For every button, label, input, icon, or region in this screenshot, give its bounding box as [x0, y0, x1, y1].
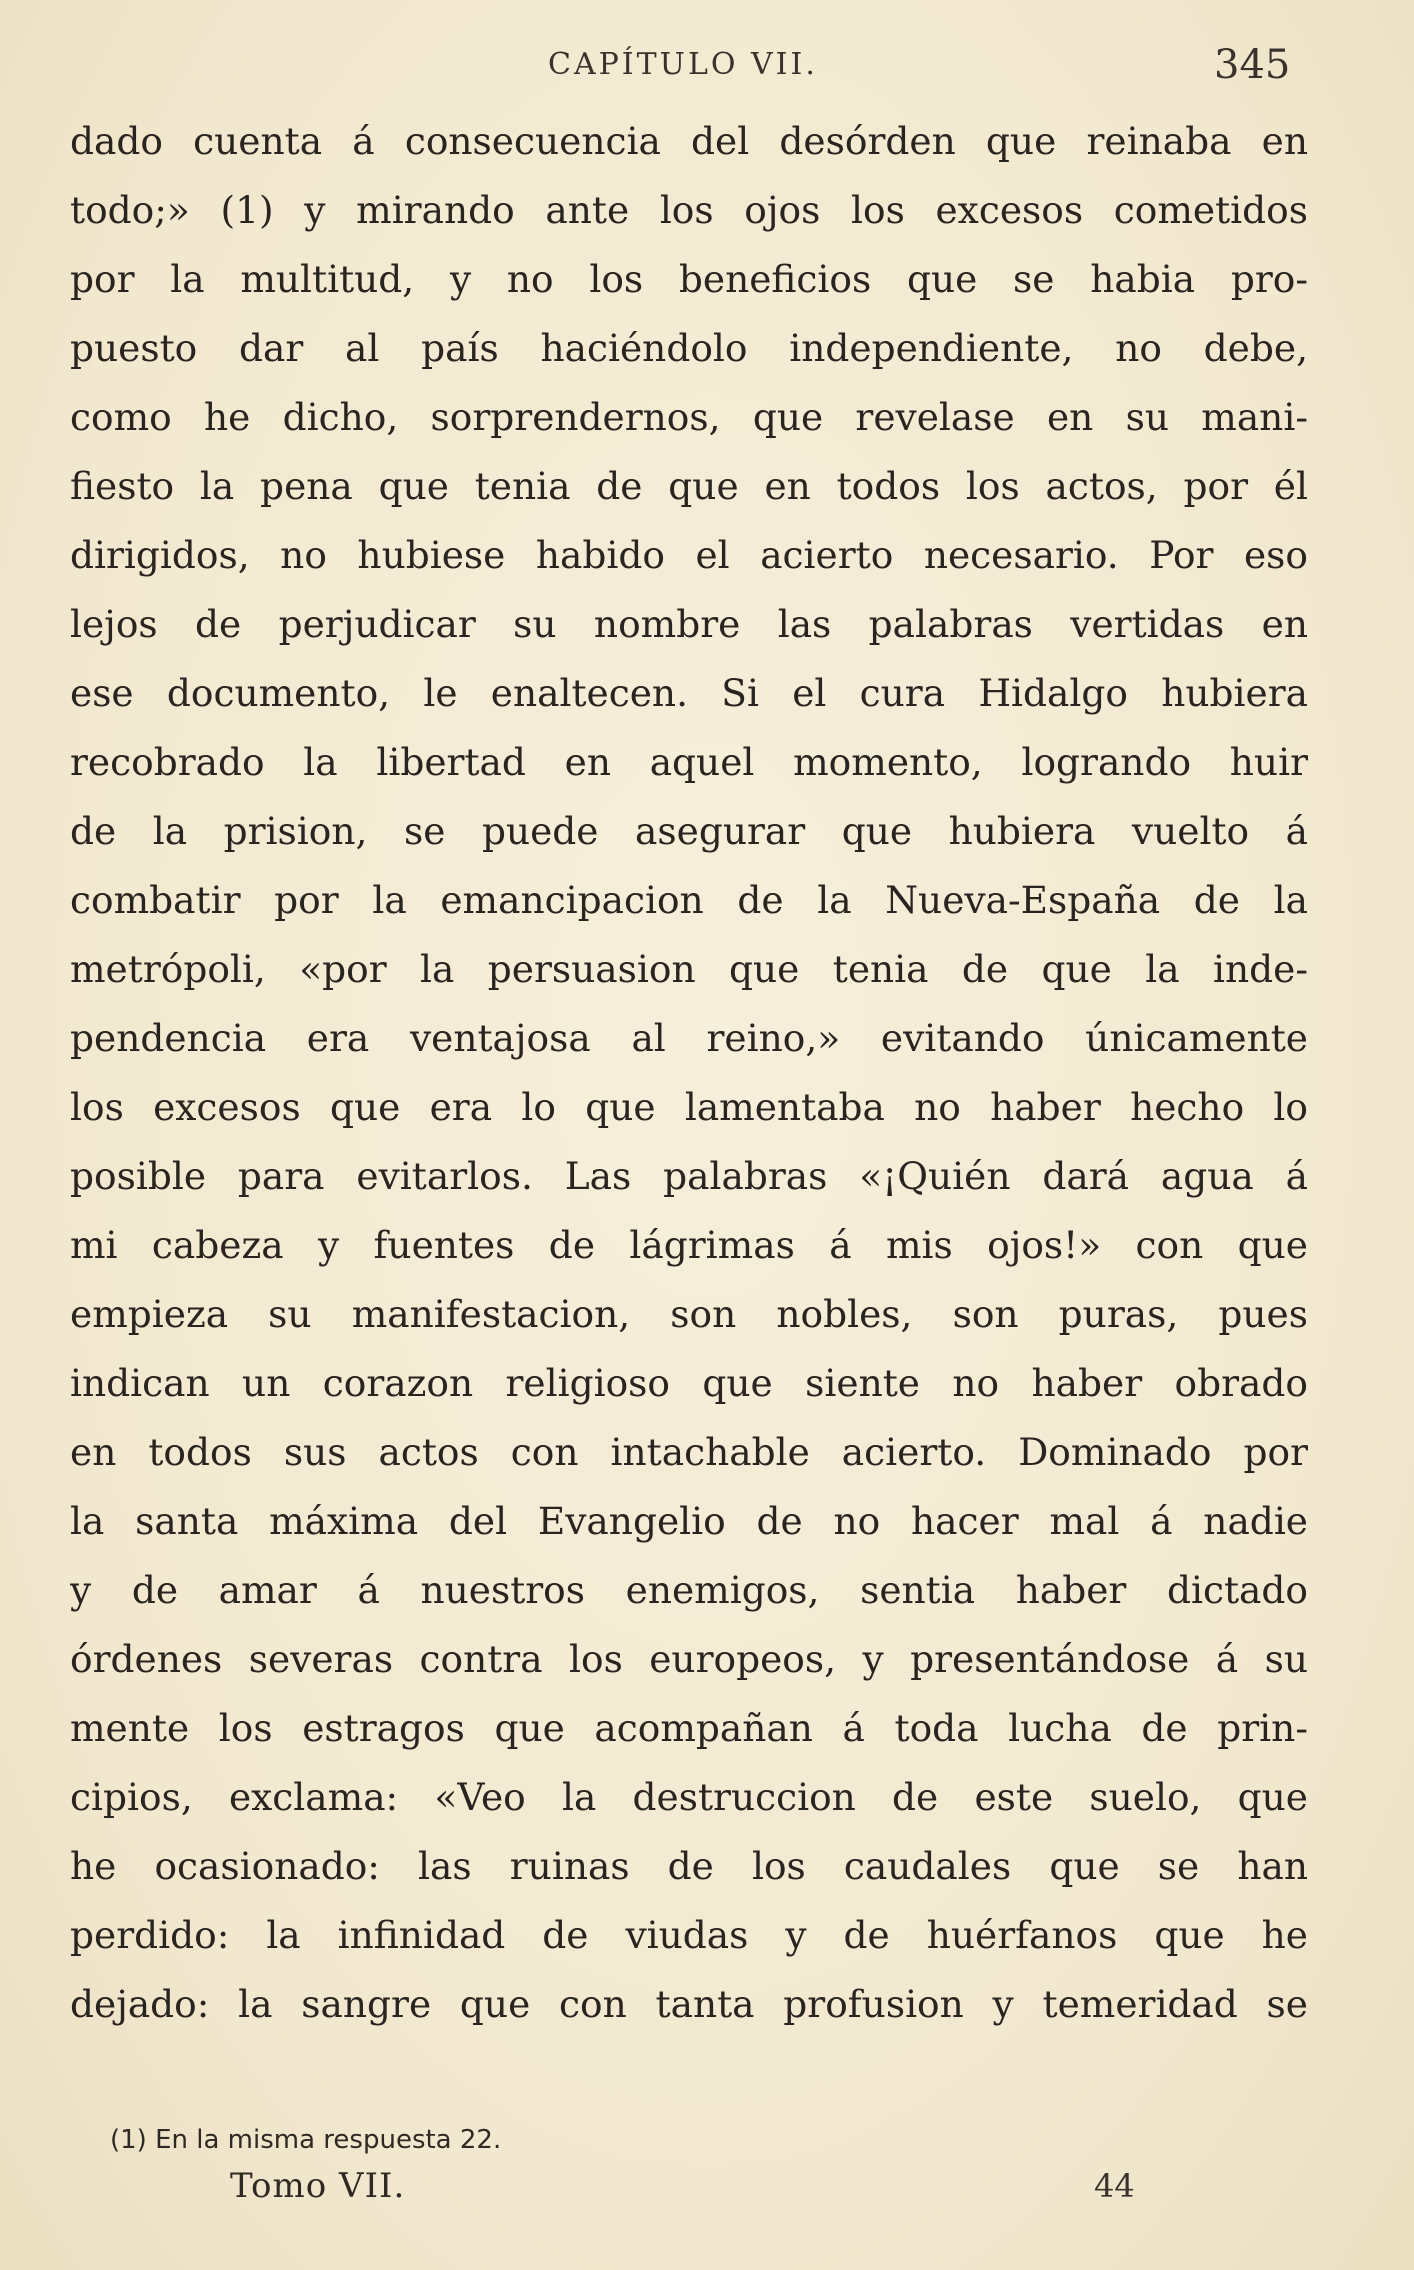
text-line: posible para evitarlos. Las palabras «¡Quién dará agua á [70, 1154, 1308, 1198]
text-line: en todos sus actos con intachable acierto. Dominado por [70, 1430, 1308, 1474]
text-line: recobrado la libertad en aquel momento, logrando huir [70, 740, 1308, 784]
text-line: fiesto la pena que tenia de que en todos los actos, por él [70, 464, 1308, 508]
chapter-heading: CAPÍTULO VII. [548, 47, 818, 82]
body-text [70, 107, 1308, 2039]
text-line: la santa máxima del Evangelio de no hacer mal á nadie [70, 1499, 1308, 1543]
text-line: los excesos que era lo que lamentaba no haber hecho lo [70, 1085, 1308, 1129]
volume-label: Tomo VII. [230, 2166, 406, 2206]
text-line: mi cabeza y fuentes de lágrimas á mis ojos!» con que [70, 1223, 1308, 1267]
signature-number: 44 [1094, 2167, 1135, 2205]
text-line: indican un corazon religioso que siente no haber obrado [70, 1361, 1308, 1405]
text-line: y de amar á nuestros enemigos, sentia haber dictado [70, 1568, 1308, 1612]
text-line: puesto dar al país haciéndolo independiente, no debe, [70, 326, 1308, 370]
text-line: combatir por la emancipacion de la Nueva-España de la [70, 878, 1308, 922]
text-line: metrópoli, «por la persuasion que tenia de que la inde- [70, 947, 1308, 991]
text-line: mente los estragos que acompañan á toda lucha de prin- [70, 1706, 1308, 1750]
page-number: 345 [1214, 42, 1291, 88]
text-line: dado cuenta á consecuencia del desórden que reinaba en [70, 119, 1308, 163]
text-line: todo;» (1) y mirando ante los ojos los excesos cometidos [70, 188, 1308, 232]
text-line: dirigidos, no hubiese habido el acierto necesario. Por eso [70, 533, 1308, 577]
page-footer [0, 2158, 1414, 2214]
text-line: pendencia era ventajosa al reino,» evitando únicamente [70, 1016, 1308, 1060]
running-head [0, 40, 1414, 90]
text-line: de la prision, se puede asegurar que hubiera vuelto á [70, 809, 1308, 853]
text-line: órdenes severas contra los europeos, y presentándose á su [70, 1637, 1308, 1681]
text-line: lejos de perjudicar su nombre las palabras vertidas en [70, 602, 1308, 646]
text-line: he ocasionado: las ruinas de los caudales que se han [70, 1844, 1308, 1888]
text-line: como he dicho, sorprendernos, que revelase en su mani- [70, 395, 1308, 439]
text-line: por la multitud, y no los beneficios que se habia pro- [70, 257, 1308, 301]
text-line: perdido: la infinidad de viudas y de huérfanos que he [70, 1913, 1308, 1957]
text-line: ese documento, le enaltecen. Si el cura Hidalgo hubiera [70, 671, 1308, 715]
text-line: dejado: la sangre que con tanta profusion y temeridad se [70, 1982, 1308, 2026]
text-line: cipios, exclama: «Veo la destruccion de este suelo, que [70, 1775, 1308, 1819]
footnote: (1) En la misma respuesta 22. [110, 2125, 502, 2155]
text-line: empieza su manifestacion, son nobles, son puras, pues [70, 1292, 1308, 1336]
